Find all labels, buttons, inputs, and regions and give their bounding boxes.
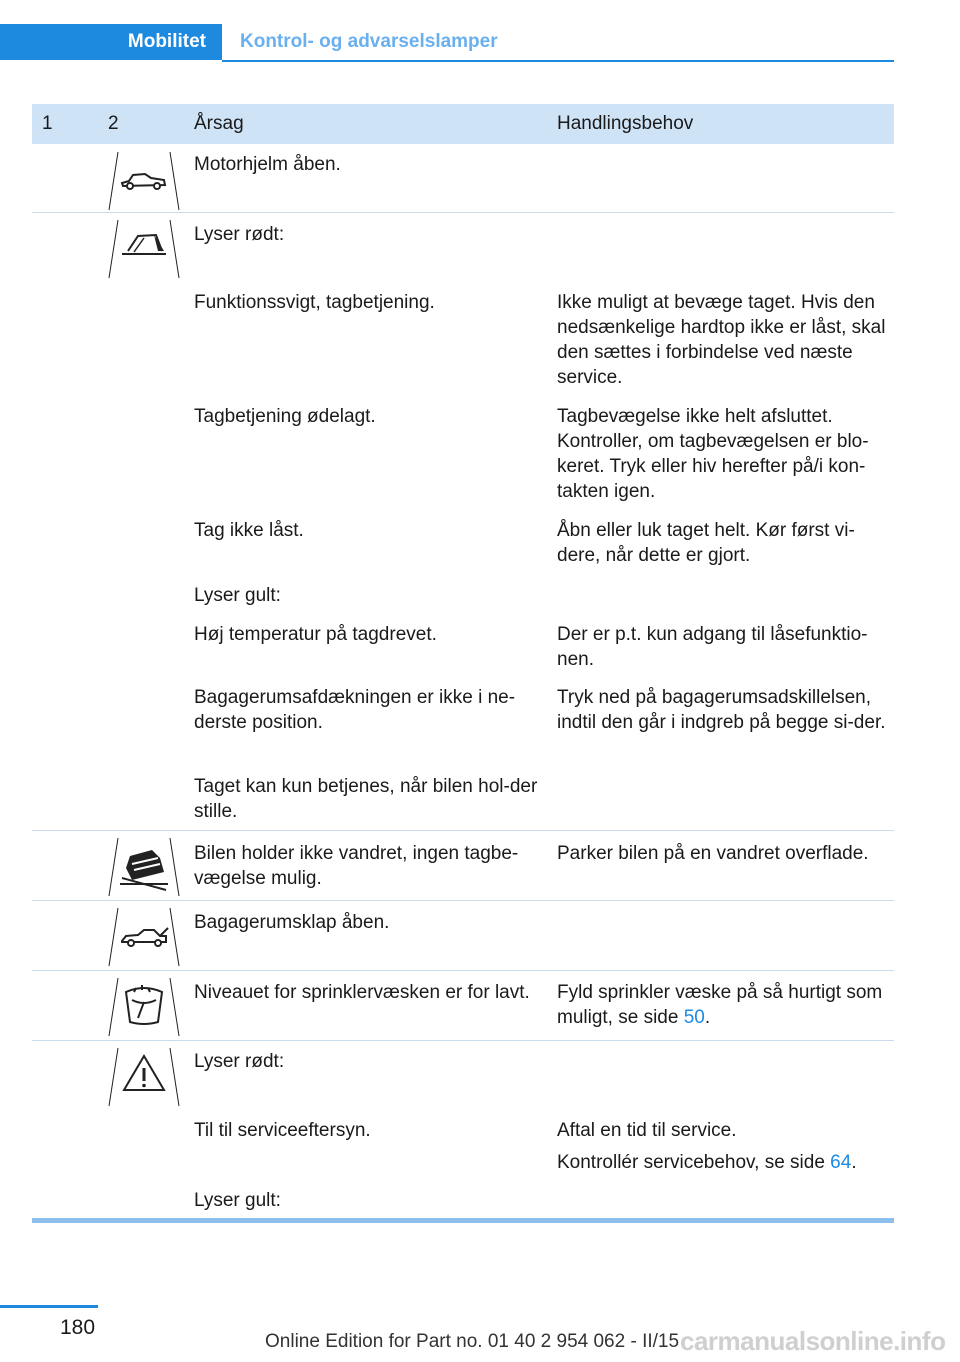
- roof-red-label: Lyser rødt:: [194, 224, 285, 245]
- roof-yellow-label: Lyser gult:: [194, 585, 281, 606]
- roof-entry-2-cause: Tagbetjening ødelagt.: [194, 406, 376, 427]
- page-link-64[interactable]: 64: [830, 1152, 852, 1173]
- watermark: carmanualsonline.info: [680, 1326, 946, 1356]
- footer-accent-bar: [0, 1305, 98, 1308]
- roof-entry-1-action: Ikke muligt at bevæge taget. Hvis den nedsænkelige hardtop ikke er låst, skal den sættes i forbindelse ved næste service.: [557, 292, 886, 388]
- header-underline: [222, 60, 894, 62]
- roof-entry-5-action: Tryk ned på bagagerumsadskillelsen, indtil den går i indgreb på begge si-der.: [557, 687, 886, 733]
- roof-entry-1-cause: Funktionssvigt, tagbetjening.: [194, 292, 435, 313]
- row-separator: [32, 1040, 894, 1041]
- incline-cause: Bilen holder ikke vandret, ingen tagbe-vægelse mulig.: [194, 843, 519, 889]
- motorhjelm-cause: Motorhjelm åben.: [194, 154, 341, 175]
- service-cause: Til til serviceeftersyn.: [194, 1120, 371, 1141]
- row-separator: [32, 830, 894, 831]
- service-action-1: Aftal en tid til service.: [557, 1120, 737, 1141]
- roof-entry-3-action: Åbn eller luk taget helt. Kør først vi-dere, når dette er gjort.: [557, 520, 855, 566]
- col-action-header: Handlingsbehov: [557, 113, 694, 134]
- car-incline-icon: [108, 836, 180, 898]
- edition-note: Online Edition for Part no. 01 40 2 954 062 - II/15: [265, 1331, 680, 1352]
- trunk-cause: Bagagerumsklap åben.: [194, 912, 390, 933]
- roof-entry-3-cause: Tag ikke låst.: [194, 520, 304, 541]
- convertible-roof-icon: [108, 218, 180, 280]
- roof-entry-5-cause: Bagagerumsafdækningen er ikke i ne-derste position.: [194, 687, 516, 733]
- page-link-50[interactable]: 50: [683, 1007, 705, 1028]
- col-2-header: 2: [108, 113, 119, 134]
- page-number: 180: [60, 1316, 96, 1339]
- chapter-title: Kontrol- og advarselslamper: [222, 24, 894, 60]
- service-yellow-label: Lyser gult:: [194, 1190, 281, 1211]
- service-action-2: Kontrollér servicebehov, se side 64.: [557, 1152, 857, 1173]
- section-tab: Mobilitet: [0, 24, 222, 60]
- row-separator: [32, 212, 894, 213]
- row-separator: [32, 900, 894, 901]
- col-1-header: 1: [42, 113, 53, 134]
- washer-cause: Niveauet for sprinklervæsken er for lavt.: [194, 982, 530, 1003]
- car-hood-open-icon: [108, 150, 180, 212]
- warning-triangle-icon: [108, 1046, 180, 1108]
- washer-fluid-icon: [108, 976, 180, 1038]
- roof-entry-2-action: Tagbevægelse ikke helt afsluttet. Kontroller, om tagbevægelsen er blo-keret. Tryk eller hiv herefter på/i kon-takten igen.: [557, 406, 869, 502]
- col-cause-header: Årsag: [194, 113, 244, 134]
- roof-entry-4-cause: Høj temperatur på tagdrevet.: [194, 624, 437, 645]
- roof-entry-6-cause: Taget kan kun betjenes, når bilen hol-der stille.: [194, 776, 538, 822]
- table-header-row: [32, 104, 894, 144]
- table-bottom-border: [32, 1218, 894, 1223]
- incline-action: Parker bilen på en vandret overflade.: [557, 843, 869, 864]
- roof-entry-4-action: Der er p.t. kun adgang til låsefunktio-nen.: [557, 624, 868, 670]
- washer-action: Fyld sprinkler væske på så hurtigt som muligt, se side 50.: [557, 982, 883, 1028]
- service-red-label: Lyser rødt:: [194, 1051, 285, 1072]
- car-trunk-open-icon: [108, 906, 180, 968]
- row-separator: [32, 970, 894, 971]
